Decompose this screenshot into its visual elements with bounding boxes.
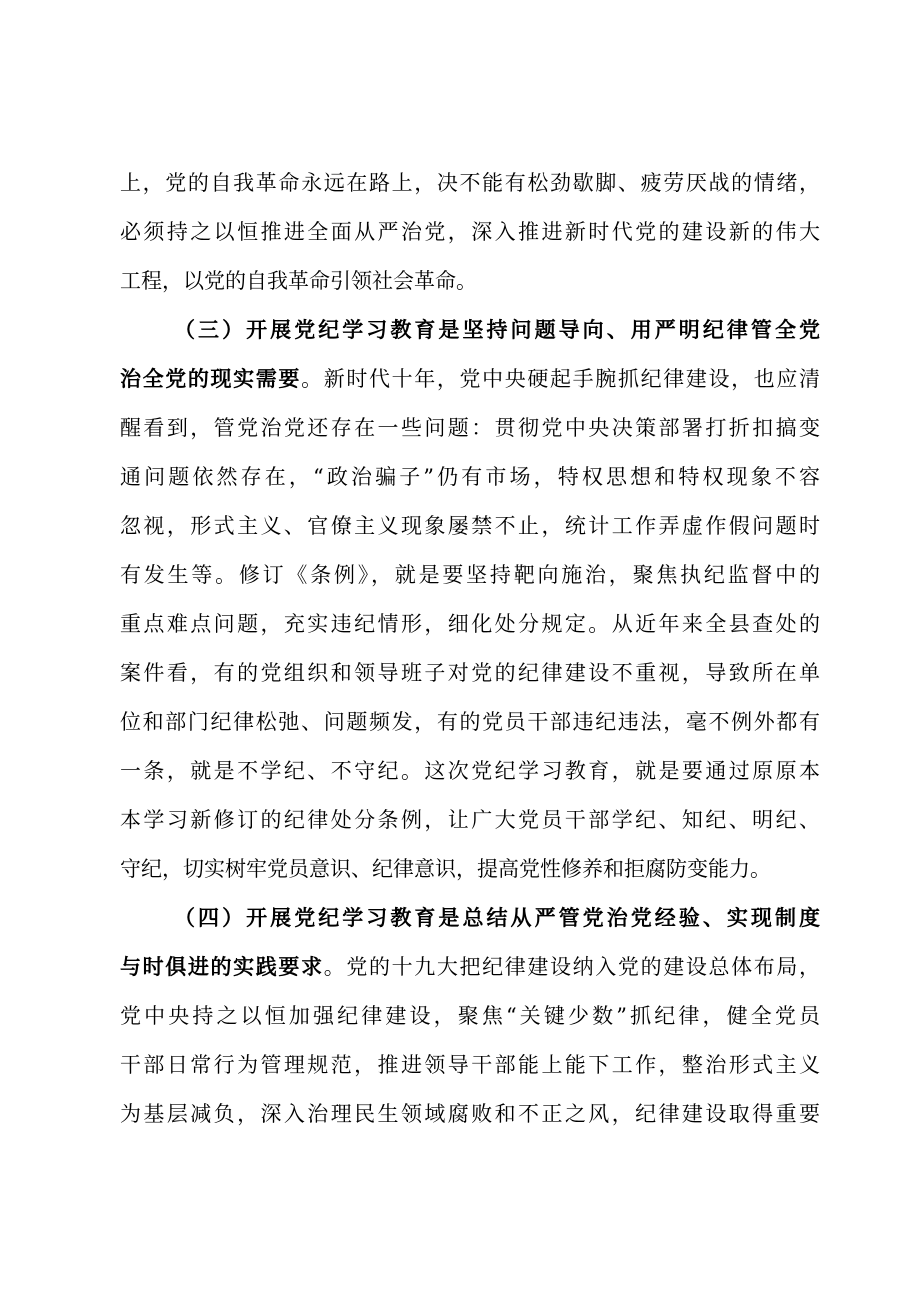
section-3-line-6: 有发生等。修订《条例》，就是要坚持靶向施治，聚焦执纪监督中的: [120, 563, 820, 587]
section-3-line-9: 位和部门纪律松弛、问题频发，有的党员干部违纪违法，毫不例外都有: [120, 710, 820, 734]
section-3-line-3: 醒看到，管党治党还存在一些问题：贯彻党中央决策部署打折扣搞变: [120, 416, 820, 440]
section-4-line-2: [120, 947, 820, 987]
section-3-line-12: 守纪，切实树牢党员意识、纪律意识，提高党性修养和拒腐防变能力。: [120, 857, 771, 881]
section-3-line-4: 通问题依然存在，“政治骗子”仍有市场，特权思想和特权现象不容: [120, 465, 820, 489]
section-4-line-2-text: 。党的十九大把纪律建设纳入党的建设总体布局，: [323, 955, 821, 979]
section-4-line-5: 为基层减负，深入治理民生领域腐败和不正之风，纪律建设取得重要: [120, 1102, 820, 1126]
section-4-line-4: 干部日常行为管理规范，推进领导干部能上能下工作，整治形式主义: [120, 1053, 820, 1077]
section-3-heading-line-2: 治全党的现实需要: [120, 367, 302, 391]
section-3-line-11: 本学习新修订的纪律处分条例，让广大党员干部学纪、知纪、明纪、: [120, 808, 820, 832]
section-3-heading-line-1: （三）开展党纪学习教育是坚持问题导向、用严明纪律管全党: [174, 318, 820, 342]
paragraph-1-line-3: 工程，以党的自我革命引领社会革命。: [120, 269, 477, 293]
paragraph-1-line-1: 上，党的自我革命永远在路上，决不能有松劲歇脚、疲劳厌战的情绪，: [120, 171, 820, 195]
paragraph-1-line-2: 必须持之以恒推进全面从严治党，深入推进新时代党的建设新的伟大: [120, 220, 820, 244]
section-4-heading-line-1: （四）开展党纪学习教育是总结从严管党治党经验、实现制度: [174, 906, 820, 930]
section-3-line-2-text: 。新时代十年，党中央硬起手腕抓纪律建设，也应清: [301, 367, 821, 391]
section-3-line-5: 忽视，形式主义、官僚主义现象屡禁不止，统计工作弄虚作假问题时: [120, 514, 820, 538]
section-3-line-7: 重点难点问题，充实违纪情形，细化处分规定。从近年来全县查处的: [120, 612, 820, 636]
section-3-line-2: [120, 359, 820, 399]
section-3-line-8: 案件看，有的党组织和领导班子对党的纪律建设不重视，导致所在单: [120, 661, 820, 685]
section-4-line-3: 党中央持之以恒加强纪律建设，聚焦“关键少数”抓纪律，健全党员: [120, 1004, 820, 1028]
section-4-heading-line-2: 与时俱进的实践要求: [120, 955, 324, 979]
section-3-line-10: 一条，就是不学纪、不守纪。这次党纪学习教育，就是要通过原原本: [120, 759, 820, 783]
